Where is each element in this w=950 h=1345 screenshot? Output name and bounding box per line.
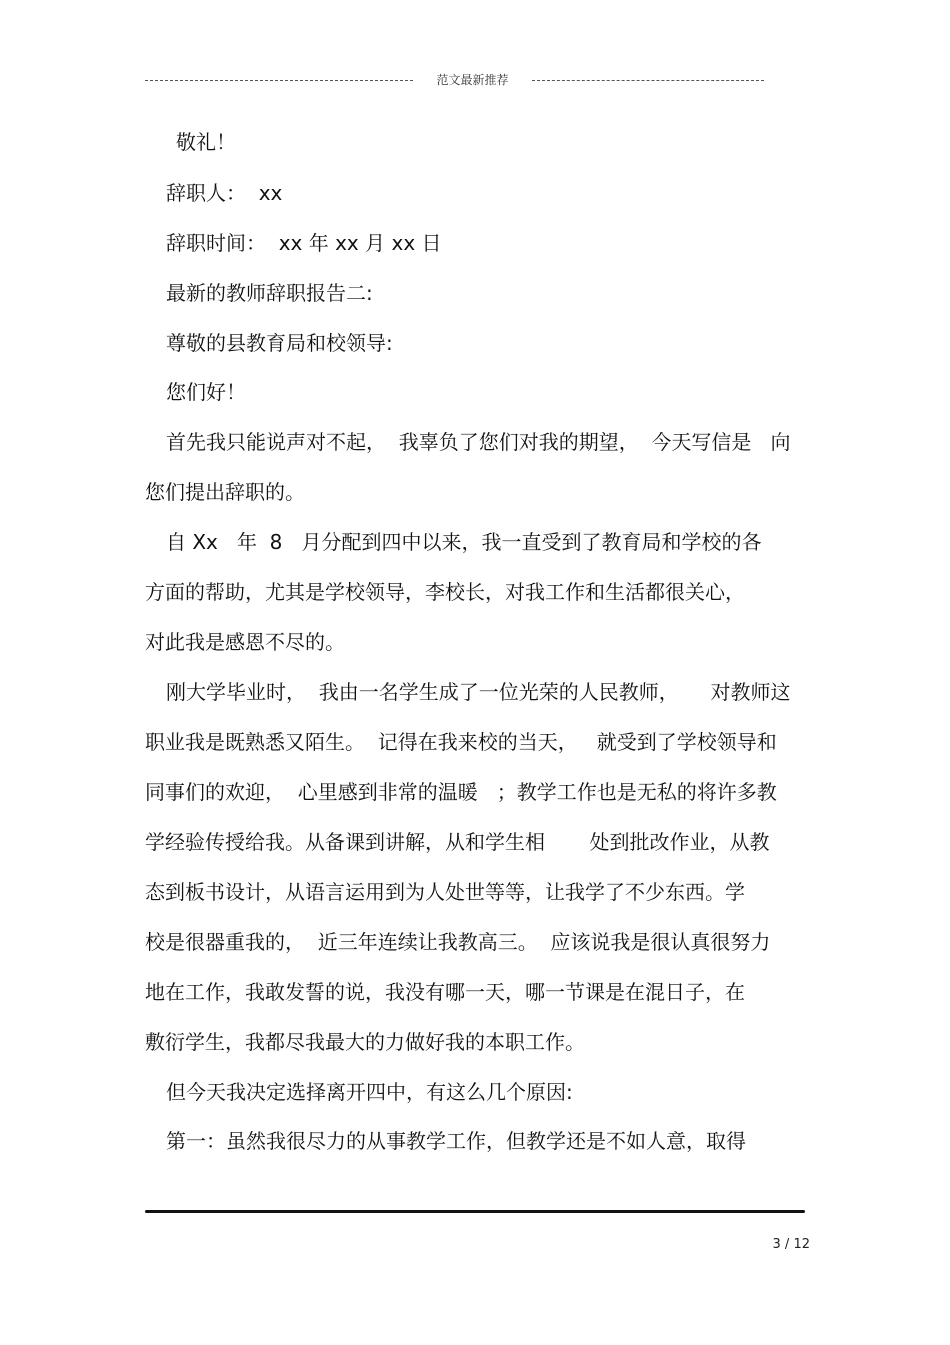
footer-rule <box>145 1210 805 1213</box>
paragraph-line: 第一：虽然我很尽力的从事教学工作，但教学还是不如人意，取得 <box>166 1129 746 1153</box>
header-divider-right <box>532 80 764 81</box>
page-number: 3 / 12 <box>772 1237 810 1252</box>
resigner-line: 辞职人： xx <box>166 181 283 205</box>
resign-date-line: 辞职时间： xx 年 xx 月 xx 日 <box>166 231 442 255</box>
header-title: 范文最新推荐 <box>436 73 509 87</box>
paragraph-line: 您们提出辞职的。 <box>145 480 305 504</box>
paragraph-line: 态到板书设计，从语言运用到为人处世等等，让我学了不少东西。学 <box>145 880 745 904</box>
paragraph-line: 但今天我决定选择离开四中，有这么几个原因: <box>166 1080 573 1104</box>
paragraph-line: 学经验传授给我。从备课到讲解，从和学生相 处到批改作业，从教 <box>145 830 770 854</box>
paragraph-line: 同事们的欢迎， 心里感到非常的温暖 ；教学工作也是无私的将许多教 <box>145 780 777 804</box>
paragraph-line: 首先我只能说声对不起， 我辜负了您们对我的期望， 今天写信是 向 <box>166 430 791 454</box>
paragraph-line: 地在工作，我敢发誓的说，我没有哪一天，哪一节课是在混日子，在 <box>145 980 745 1004</box>
paragraph-line: 敷衍学生，我都尽我最大的力做好我的本职工作。 <box>145 1030 585 1054</box>
paragraph-line: 对此我是感恩不尽的。 <box>145 630 345 654</box>
salutation: 尊敬的县教育局和校领导: <box>166 331 393 355</box>
paragraph-line: 方面的帮助，尤其是学校领导，李校长，对我工作和生活都很关心， <box>145 580 745 604</box>
paragraph-line: 职业我是既熟悉又陌生。 记得在我来校的当天， 就受到了学校领导和 <box>145 730 777 754</box>
closing-salute: 敬礼！ <box>176 130 236 154</box>
section-title: 最新的教师辞职报告二: <box>166 281 373 305</box>
paragraph-line: 自 Xx 年 8 月分配到四中以来，我一直受到了教育局和学校的各 <box>166 530 762 554</box>
greeting: 您们好！ <box>166 380 246 404</box>
paragraph-line: 刚大学毕业时， 我由一名学生成了一位光荣的人民教师， 对教师这 <box>166 680 791 704</box>
paragraph-line: 校是很器重我的， 近三年连续让我教高三。 应该说我是很认真很努力 <box>145 930 771 954</box>
header-divider-left <box>145 80 413 81</box>
